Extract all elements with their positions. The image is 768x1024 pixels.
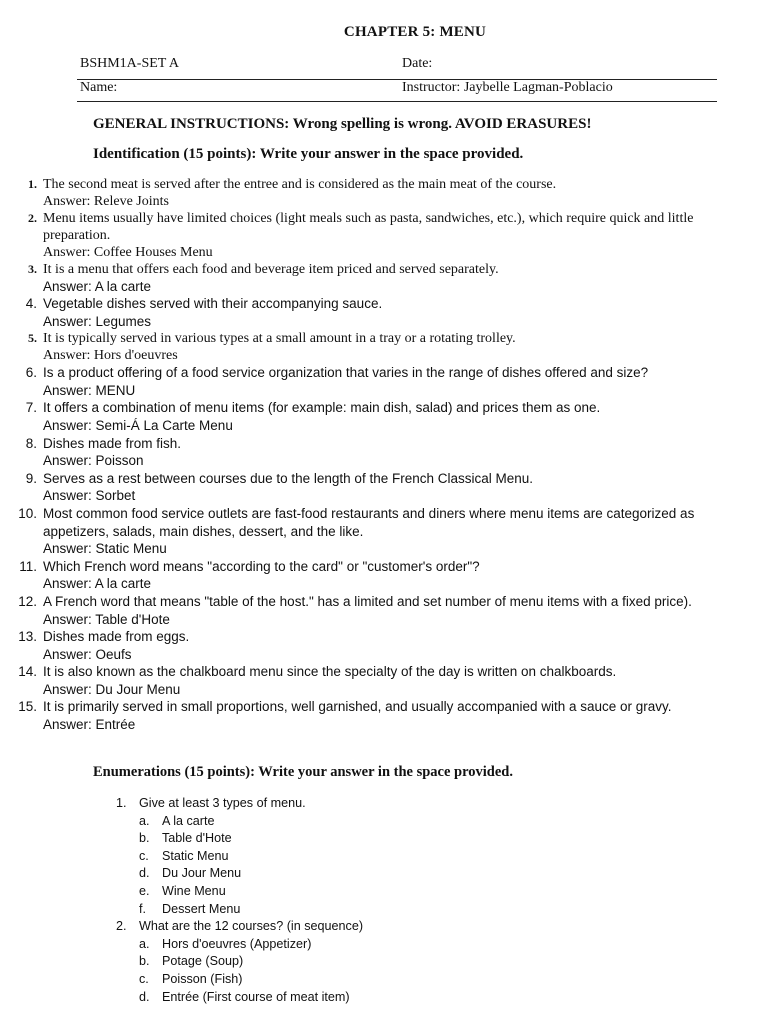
answer-letter: a. bbox=[139, 936, 150, 951]
enumeration-answer bbox=[0, 848, 768, 866]
date-label: Date: bbox=[402, 56, 433, 71]
question-number: 8. bbox=[25, 435, 37, 451]
enumeration-answer bbox=[0, 936, 768, 954]
enumeration-answer bbox=[0, 989, 768, 1007]
answer-text: Answer: A la carte bbox=[43, 279, 152, 294]
answer-text: Dessert Menu bbox=[162, 901, 241, 916]
answer-text: Entrée (First course of meat item) bbox=[162, 989, 350, 1004]
enumeration-heading: Enumerations (15 points): Write your answer in the space provided. bbox=[93, 764, 513, 780]
answer-text: Table d'Hote bbox=[162, 831, 232, 846]
question-number: 5. bbox=[28, 331, 37, 346]
question-text: Is a product offering of a food service organization that varies in the range of dishes offered and size? bbox=[43, 365, 649, 381]
question-item bbox=[0, 176, 768, 210]
question-item bbox=[0, 663, 768, 698]
answer-text: Hors d'oeuvres (Appetizer) bbox=[162, 936, 312, 951]
question-number: 3. bbox=[28, 262, 37, 276]
instructor-label: Instructor: Jaybelle Lagman-Poblacio bbox=[402, 80, 613, 95]
enumeration-text: What are the 12 courses? (in sequence) bbox=[139, 919, 364, 934]
header-row-set bbox=[77, 54, 717, 78]
question-number: 11. bbox=[19, 558, 37, 574]
answer-text: Answer: Oeufs bbox=[43, 646, 132, 662]
question-text: It is typically served in various types at a small amount in a tray or a rotating trolley. bbox=[43, 331, 516, 347]
question-number: 15. bbox=[18, 699, 37, 715]
question-number: 13. bbox=[18, 629, 37, 645]
header-row-name bbox=[77, 78, 717, 102]
question-item bbox=[0, 435, 768, 470]
answer-letter: d. bbox=[139, 866, 150, 881]
answer-text: Answer: Sorbet bbox=[43, 488, 136, 504]
answer-text: Answer: Hors d'oeuvres bbox=[43, 348, 178, 364]
question-number: 12. bbox=[18, 593, 37, 609]
question-text: Serves as a rest between courses due to the length of the French Classical Menu. bbox=[43, 470, 534, 486]
answer-letter: b. bbox=[139, 954, 150, 969]
answer-letter: f. bbox=[139, 901, 146, 916]
answer-letter: d. bbox=[139, 989, 150, 1004]
answer-text: Answer: Entrée bbox=[43, 717, 136, 733]
question-text: It offers a combination of menu items (for example: main dish, salad) and prices them as one. bbox=[43, 400, 601, 416]
enumeration-answer bbox=[0, 830, 768, 848]
question-item bbox=[0, 558, 768, 593]
answer-letter: c. bbox=[139, 971, 149, 986]
question-item bbox=[0, 628, 768, 663]
identification-heading: Identification (15 points): Write your answer in the space provided. bbox=[93, 146, 524, 162]
question-text: It is primarily served in small proportions, well garnished, and usually accompanied with a sauce or gravy. bbox=[43, 699, 672, 715]
question-text: A French word that means "table of the host." has a limited and set number of menu items with a fixed price). bbox=[43, 593, 692, 609]
enumeration-answer bbox=[0, 971, 768, 989]
question-item bbox=[0, 593, 768, 628]
answer-text: Answer: Table d'Hote bbox=[43, 611, 170, 627]
enumeration-item bbox=[0, 918, 768, 936]
identification-list bbox=[0, 176, 768, 734]
question-text: Dishes made from fish. bbox=[43, 435, 182, 451]
question-text: The second meat is served after the entree and is considered as the main meat of the course. bbox=[43, 177, 557, 192]
question-number: 4. bbox=[25, 296, 37, 311]
answer-text: Answer: Semi-Á La Carte Menu bbox=[43, 417, 233, 433]
question-number: 2. bbox=[28, 211, 37, 225]
question-number: 6. bbox=[25, 365, 37, 381]
enumeration-answer bbox=[0, 813, 768, 831]
answer-text: Answer: Legumes bbox=[43, 313, 152, 329]
question-text: Vegetable dishes served with their accompanying sauce. bbox=[43, 296, 383, 311]
answer-text: Answer: Static Menu bbox=[43, 541, 167, 557]
answer-text: Poisson (Fish) bbox=[162, 971, 243, 986]
answer-letter: b. bbox=[139, 831, 150, 846]
question-text: Menu items usually have limited choices (light meals such as pasta, sandwiches, etc.), which require quick and little preparation. bbox=[43, 211, 694, 243]
question-item bbox=[0, 295, 768, 330]
question-text: Most common food service outlets are fast-food restaurants and diners where menu items are categorized as appetizers, salads, main dishes, dessert, and the like. bbox=[43, 505, 695, 539]
question-number: 14. bbox=[18, 664, 37, 680]
header-bottom-rule bbox=[77, 101, 717, 102]
answer-text: Answer: Du Jour Menu bbox=[43, 681, 181, 697]
question-text: Dishes made from eggs. bbox=[43, 629, 190, 645]
name-label: Name: bbox=[80, 80, 118, 95]
enumeration-answer bbox=[0, 865, 768, 883]
enumeration-answer bbox=[0, 883, 768, 901]
question-number: 1. bbox=[28, 177, 37, 191]
question-number: 10. bbox=[18, 505, 37, 521]
page-title: CHAPTER 5: MENU bbox=[343, 24, 487, 40]
question-item bbox=[0, 698, 768, 733]
answer-text: Du Jour Menu bbox=[162, 866, 242, 881]
answer-text: Answer: A la carte bbox=[43, 576, 152, 592]
enumeration-number: 2. bbox=[116, 919, 127, 934]
answer-letter: e. bbox=[139, 883, 150, 898]
question-item bbox=[0, 330, 768, 364]
answer-text: Wine Menu bbox=[162, 883, 226, 898]
enumeration-answer bbox=[0, 953, 768, 971]
enumeration-text: Give at least 3 types of menu. bbox=[139, 796, 306, 810]
enumeration-answer bbox=[0, 901, 768, 919]
answer-text: Potage (Soup) bbox=[162, 954, 244, 969]
question-text: It is a menu that offers each food and beverage item priced and served separately. bbox=[43, 262, 499, 277]
question-item bbox=[0, 399, 768, 434]
answer-text: Answer: MENU bbox=[43, 382, 136, 398]
question-item bbox=[0, 470, 768, 505]
answer-text: A la carte bbox=[162, 813, 215, 828]
question-text: It is also known as the chalkboard menu since the specialty of the day is written on chalkboards. bbox=[43, 664, 617, 680]
answer-text: Static Menu bbox=[162, 848, 229, 863]
question-item bbox=[0, 364, 768, 399]
enumeration-item bbox=[0, 795, 768, 813]
question-item bbox=[0, 210, 768, 261]
set-label: BSHM1A-SET A bbox=[80, 56, 179, 71]
question-number: 9. bbox=[25, 470, 37, 486]
general-instructions: GENERAL INSTRUCTIONS: Wrong spelling is wrong. AVOID ERASURES! bbox=[93, 116, 592, 132]
question-number: 7. bbox=[25, 400, 37, 416]
answer-text: Answer: Releve Joints bbox=[43, 194, 169, 209]
answer-letter: a. bbox=[139, 813, 150, 828]
answer-text: Answer: Poisson bbox=[43, 453, 144, 469]
question-text: Which French word means "according to the card" or "customer's order"? bbox=[43, 558, 480, 574]
enumeration-list bbox=[0, 795, 768, 1006]
header-table bbox=[77, 54, 717, 102]
enumeration-number: 1. bbox=[116, 796, 127, 810]
answer-letter: c. bbox=[139, 848, 149, 863]
answer-text: Answer: Coffee Houses Menu bbox=[43, 245, 213, 260]
question-item bbox=[0, 261, 768, 295]
question-item bbox=[0, 505, 768, 558]
